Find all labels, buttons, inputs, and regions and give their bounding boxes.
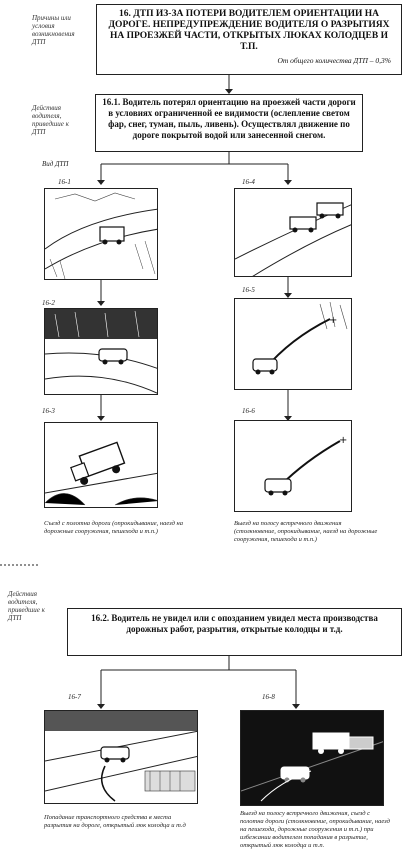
side-label-actions-2: Действия водителя, приведшие к ДТП bbox=[8, 590, 45, 622]
section-16-2-title: 16.2. Водитель не увидел или с опозданием увидел места производства дорожных работ, разрытия, открытые колодцы и т.д. bbox=[91, 613, 378, 634]
svg-text:+: + bbox=[339, 435, 348, 446]
illustration-16-5 bbox=[234, 298, 352, 390]
section-16-title: 16. ДТП ИЗ-ЗА ПОТЕРИ ВОДИТЕЛЕМ ОРИЕНТАЦИИ НА ДОРОГЕ. НЕПРЕДУПРЕЖДЕНИЕ ВОДИТЕЛЯ О РАЗРЫТИЯХ НА ПРОЕЗЖЕЙ ЧАСТИ, ОТКРЫТЫХ ЛЮКАХ КОЛОДЦЕВ И Т.П. bbox=[108, 9, 390, 52]
type-label: Вид ДТП bbox=[42, 160, 69, 168]
illustration-16-4 bbox=[234, 188, 352, 277]
figure-label-16-8: 16-8 bbox=[262, 693, 275, 701]
illustration-16-2 bbox=[44, 308, 158, 395]
illustration-16-6 bbox=[234, 420, 352, 512]
figure-label-16-4: 16-4 bbox=[242, 178, 255, 186]
caption-right-16-1: Выезд на полосу встречного движения (столкновение, опрокидывание, наезд на дорожные сооружения, пешехода и т.п.) bbox=[234, 520, 378, 543]
section-16-2-box bbox=[67, 608, 402, 656]
section-16-1-title: 16.1. Водитель потерял ориентацию на проезжей части дороги в условиях ограниченной ее видимости (ослепление светом фар, снег, туман, пыль, ливень). Осуществлял движение по дороге покрытой водой или занесенной снегом. bbox=[102, 97, 356, 140]
illustration-16-1 bbox=[44, 188, 158, 280]
figure-label-16-6: 16-6 bbox=[242, 407, 255, 415]
side-label-causes: Причины или условия возникновения ДТП bbox=[32, 14, 75, 46]
section-16-note: От общего количества ДТП – 0,3% bbox=[277, 56, 391, 65]
section-16-1-box bbox=[95, 94, 363, 152]
figure-label-16-5: 16-5 bbox=[242, 286, 255, 294]
figure-label-16-1: 16-1 bbox=[58, 178, 71, 186]
side-label-actions-1: Действия водителя, приведшие к ДТП bbox=[32, 104, 69, 136]
section-16-box bbox=[96, 4, 402, 75]
illustration-16-7 bbox=[44, 710, 198, 804]
illustration-16-8 bbox=[240, 710, 384, 806]
figure-label-16-7: 16-7 bbox=[68, 693, 81, 701]
figure-label-16-2: 16-2 bbox=[42, 299, 55, 307]
figure-label-16-3: 16-3 bbox=[42, 407, 55, 415]
caption-right-16-2: Выезд на полосу встречного движения, съезд с полотна дороги (столкновение, опрокидывание, наезд на пешехода, дорожные сооружения и т.п.) при избежании водителем попадания в разрытие, открытый люк колодца и т.п. bbox=[240, 810, 390, 849]
illustration-16-3 bbox=[44, 422, 158, 508]
caption-left-16-1: Съезд с полотна дороги (опрокидывание, наезд на дорожные сооружения, пешехода и т.п.) bbox=[44, 520, 184, 535]
svg-text:+: + bbox=[329, 315, 338, 326]
caption-left-16-2: Попадание транспортного средства в места разрытия на дороге, открытый люк колодца и т.д bbox=[44, 814, 186, 829]
